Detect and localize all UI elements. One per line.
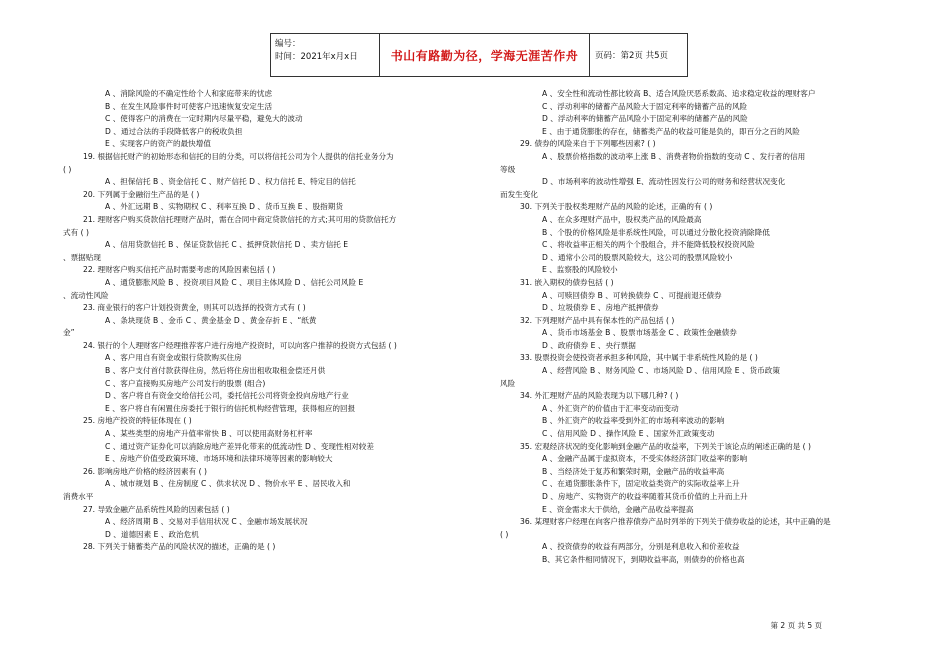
text-line: 22. 理财客户购买信托产品时需要考虑的风险因素包括 ( ) — [83, 265, 276, 275]
text-line: A 、安全性和流动性都比较高 B、适合风险厌恶系数高、追求稳定收益的理财客户 — [542, 89, 816, 98]
text-line: 20. 下列属于金融衍生产品的是 ( ) — [83, 189, 200, 199]
text-line: A 、货币市场基金 B 、股票市场基金 C 、政策性金融债券 — [542, 328, 737, 338]
header-page-info: 页码：第2页 共5页 — [595, 51, 669, 61]
text-line: 34. 外汇理财产品的风险表现为以下哪几种? ( ) — [520, 391, 679, 401]
text-line: C 、通过资产证券化可以消除房地产差异化带来的低流动性 D 、变现性相对较差 — [105, 441, 374, 451]
page-footer: 第 2 页 共 5 页 — [770, 621, 822, 630]
text-line: 19. 根据信托财产的初始形态和信托的目的分类，可以将信托公司为个人提供的信托业务分为 — [83, 151, 394, 161]
text-line: 21. 理财客户购买贷款信托理财产品时，需在合同中商定贷款信托的方式;其可用的贷款信托方 — [83, 214, 397, 224]
text-line: A 、通货膨胀风险 B 、投资项目风险 C 、项目主体风险 D 、信托公司风险 E — [105, 277, 364, 287]
text-line: D 、浮动利率的储蓄产品风险小于固定利率的储蓄产品的风险 — [542, 114, 748, 124]
text-line: B、其它条件相同情况下，到期收益率高，则债券的价格也高 — [542, 554, 745, 564]
text-line: 32. 下列理财产品中具有保本性的产品包括 ( ) — [520, 315, 675, 325]
text-line: 24. 银行的个人理财客户经理推荐客户进行房地产投资时，可以向客户推荐的投资方式包括 ( ) — [83, 340, 397, 350]
text-line: 31. 嵌入期权的债券包括 ( ) — [520, 277, 614, 287]
text-line: E 、实现客户的资产的最快增值 — [105, 139, 211, 149]
text-line: A 、某些类型的房地产升值率常快 B 、可以使用高财务杠杆率 — [105, 429, 313, 439]
text-line: B 、在发生风险事件时可使客户迅速恢复安定生活 — [105, 101, 273, 111]
text-line: 33. 股票投资会使投资者承担多种风险，其中属于非系统性风险的是 ( ) — [520, 353, 758, 363]
text-line: 风险 — [500, 378, 516, 388]
header-time-label: 时间：2021年x月x日 — [275, 52, 358, 62]
text-line: A 、信用贷款信托 B 、保证贷款信托 C 、抵押贷款信托 D 、卖方信托 E — [105, 240, 349, 250]
text-line: B 、外汇资产的收益率受到外汇的市场利率波动的影响 — [542, 416, 725, 426]
text-line: B 、客户支付首付款获得住房，然后将住房出租收取租金偿还月供 — [105, 366, 326, 376]
text-line: E 、资金需求大于供给，金融产品收益率提高 — [542, 504, 694, 514]
text-line: A 、外汇资产的价值由于汇率变动而变动 — [542, 403, 679, 413]
text-line: A 、消除风险的不确定性给个人和家庭带来的忧虑 — [105, 89, 273, 98]
text-line: 30. 下列关于股权类理财产品的风险的论述，正确的有 ( ) — [520, 202, 713, 212]
text-line: A 、外汇远期 B 、实物期权 C 、利率互换 D 、货币互换 E 、股指期货 — [105, 202, 343, 212]
text-line: E 、由于通货膨胀的存在，储蓄类产品的收益可能是负的，即百分之百的风险 — [542, 126, 800, 136]
text-line: C 、使得客户的消费在一定时期内尽量平稳，避免大的波动 — [105, 114, 303, 124]
text-line: A 、客户用自有资金或银行贷款购买住房 — [105, 353, 242, 363]
text-line: D 、通常小公司的股票风险较大，这公司的股票风险较小 — [542, 252, 733, 262]
page-header — [270, 33, 688, 77]
text-line: A 、投资债券的收益有两部分，分别是利息收入和价差收益 — [542, 542, 740, 552]
text-line: 金” — [63, 328, 75, 338]
text-line: 而发生变化 — [500, 189, 538, 199]
text-line: 36. 某理财客户经理在向客户推荐债券产品时列举的下列关于债券收益的论述，其中正确的是 — [520, 517, 831, 527]
text-line: D 、客户将自有资金交给信托公司，委托信托公司将资金投向房地产行业 — [105, 391, 349, 401]
text-line: C 、将收益率正相关的两个个股组合，并不能降低股权投资风险 — [542, 240, 755, 250]
text-line: D 、政府债券 E 、央行票据 — [542, 340, 636, 350]
text-line: 式有 ( ) — [63, 227, 89, 237]
text-line: 等级 — [500, 164, 516, 174]
text-line: A 、可赎回债券 B 、可转换债券 C 、可提前退还债券 — [542, 290, 722, 300]
left-column — [63, 88, 458, 554]
text-line: C 、浮动利率的储蓄产品风险大于固定利率的储蓄产品的风险 — [542, 101, 748, 111]
text-line: ( ) — [500, 529, 509, 539]
text-line: E 、监察股的风险较小 — [542, 265, 618, 275]
text-line: A 、担保信托 B 、资金信托 C 、财产信托 D 、权力信托 E、特定目的信托 — [105, 177, 356, 187]
text-line: D 、垃圾债券 E 、房地产抵押债券 — [542, 303, 659, 313]
header-slogan: 书山有路勤为径，学海无涯苦作舟 — [380, 34, 590, 76]
text-line: 26. 影响房地产价格的经济因素有 ( ) — [83, 466, 207, 476]
text-line: A 、经济周期 B 、交易对手信用状况 C 、金融市场发展状况 — [105, 517, 308, 527]
text-line: 27. 导致金融产品系统性风险的因素包括 ( ) — [83, 504, 230, 514]
text-line: 25. 房地产投资的特征体现在 ( ) — [83, 416, 192, 426]
text-line: C 、信用风险 D 、操作风险 E 、国家外汇政策变动 — [542, 429, 715, 439]
text-line: 、流动性风险 — [63, 290, 109, 300]
text-line: A 、城市规划 B 、住房制度 C 、供求状况 D 、物价水平 E 、居民收入和 — [105, 479, 351, 489]
text-line: A 、经营风险 B 、财务风险 C 、市场风险 D 、信用风险 E 、货币政策 — [542, 366, 780, 376]
header-number-label: 编号： — [275, 39, 301, 49]
text-line: 35. 宏观经济状况的变化影响到金融产品的收益率，下列关于该论点的阐述正确的是 ( ) — [520, 441, 812, 451]
text-line: 29. 债券的风险来自于下列哪些因素? ( ) — [520, 139, 656, 149]
text-line: A 、股票价格指数的波动率上涨 B 、消费者物价指数的变动 C 、发行者的信用 — [542, 151, 806, 161]
text-line: D 、市场利率的波动性增强 E、流动性因发行公司的财务和经营状况变化 — [542, 177, 786, 187]
text-line: E 、房地产价值受政策环境、市场环境和法律环境等因素的影响较大 — [105, 454, 333, 464]
header-meta — [271, 34, 380, 76]
text-line: 、票据贴现 — [63, 252, 101, 262]
text-line: 28. 下列关于储蓄类产品的风险状况的描述，正确的是 ( ) — [83, 542, 276, 552]
text-line: B 、当经济处于复苏和繁荣时期，金融产品的收益率高 — [542, 466, 725, 476]
text-line: A 、在众多理财产品中，股权类产品的风险最高 — [542, 214, 702, 224]
text-line: A 、条块现货 B 、金币 C 、黄金基金 D 、黄金存折 E 、“纸黄 — [105, 315, 317, 325]
text-line: C 、在通货膨胀条件下，固定收益类资产的实际收益率上升 — [542, 479, 740, 489]
text-line: D 、通过合法的手段降低客户的税收负担 — [105, 126, 243, 136]
text-line: E 、客户将自有闲置住房委托于银行的信托机构经营管理，获得相应的回报 — [105, 403, 356, 413]
text-line: 23. 商业银行的客户计划投资黄金，则其可以选择的投资方式有 ( ) — [83, 303, 306, 313]
right-column — [500, 88, 900, 567]
text-line: D 、房地产、实物资产的收益率随着其货币价值的上升而上升 — [542, 492, 748, 501]
text-line: A 、金融产品属于虚拟资本，不受实体经济部门收益率的影响 — [542, 454, 748, 464]
text-line: C 、客户直接购买房地产公司发行的股票 (组合) — [105, 378, 266, 388]
text-line: B 、个股的价格风险是非系统性风险，可以通过分散化投资消除降低 — [542, 227, 770, 237]
text-line: D 、道德因素 E 、政治危机 — [105, 529, 199, 539]
text-line: ( ) — [63, 164, 72, 174]
text-line: 消费水平 — [63, 492, 94, 501]
